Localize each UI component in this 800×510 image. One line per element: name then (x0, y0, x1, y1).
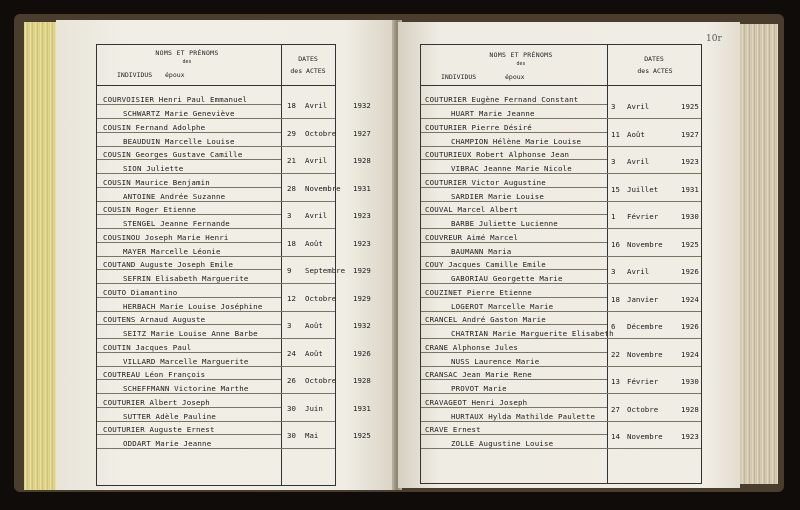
header-des-actes: des ACTES (290, 67, 326, 75)
act-year: 1931 (681, 184, 699, 194)
ruled-line (97, 214, 281, 215)
husband-name: CRANCEL André Gaston Marie (425, 315, 546, 324)
husband-name: COUZINET Pierre Etienne (425, 287, 532, 297)
act-day: 29 (287, 128, 296, 138)
act-month: Novembre (305, 183, 341, 193)
act-month: Février (627, 212, 659, 221)
act-month: Novembre (627, 432, 663, 441)
act-day: 3 (611, 157, 616, 166)
act-day: 3 (287, 321, 292, 330)
ruled-line (421, 118, 701, 119)
wife-name: SCHEFFMANN Victorine Marthe (123, 384, 249, 393)
husband-name: COUTO Diamantino (103, 287, 178, 297)
ruled-line (421, 242, 607, 243)
ruled-line (97, 283, 335, 284)
wife-name: SION Juliette (123, 164, 184, 173)
husband-name: CRANSAC Jean Marie Rene (425, 370, 532, 379)
wife-name: VILLARD Marcelle Marguerite (123, 356, 249, 366)
wife-name: VIBRAC Jeanne Marie Nicole (451, 164, 572, 173)
act-year: 1928 (353, 156, 371, 165)
wife-name: CHATRIAN Marie Marguerite Elisabeth (451, 329, 614, 338)
ruled-line (97, 448, 335, 449)
act-year: 1931 (353, 403, 371, 413)
act-month: Décembre (627, 322, 663, 331)
ruled-line (421, 311, 701, 312)
wife-name: LOGEROT Marcelle Marie (451, 301, 554, 311)
ruled-line (97, 132, 281, 133)
act-day: 13 (611, 377, 620, 386)
act-month: Août (627, 129, 645, 139)
act-year: 1930 (681, 377, 699, 386)
left-register-frame (96, 44, 371, 486)
ruled-line (421, 297, 607, 298)
ruled-line (421, 379, 607, 380)
ruled-line (97, 434, 281, 435)
act-month: Avril (305, 156, 328, 165)
ruled-line (97, 146, 335, 147)
act-year: 1928 (353, 376, 371, 385)
act-year: 1926 (681, 322, 699, 331)
ruled-line (421, 104, 607, 105)
header-epoux: époux (165, 71, 185, 79)
act-year: 1924 (681, 294, 699, 304)
husband-name: COUTREAU Léon François (103, 370, 206, 379)
header-des-actes: des ACTES (637, 67, 673, 75)
act-day: 11 (611, 129, 620, 139)
header-rule (421, 85, 701, 86)
husband-name: CRANE Alphonse Jules (425, 342, 518, 352)
act-month: Avril (627, 157, 650, 166)
wife-name: SEITZ Marie Louise Anne Barbe (123, 329, 258, 338)
wife-name: ZOLLE Augustine Louise (451, 439, 554, 448)
act-year: 1931 (353, 183, 371, 193)
wife-name: BAUMANN Maria (451, 246, 512, 256)
header-noms: NOMS ET PRÉNOMS (489, 51, 553, 59)
header-des: des (182, 59, 192, 65)
husband-name: CRAVE Ernest (425, 425, 481, 434)
wife-name: BARBE Juliette Lucienne (451, 219, 558, 228)
act-day: 3 (611, 102, 616, 111)
husband-name: COUTURIER Eugène Fernand Constant (425, 95, 579, 104)
act-month: Octobre (627, 404, 659, 414)
ruled-line (421, 132, 607, 133)
ruled-line (97, 324, 281, 325)
ruled-line (421, 159, 607, 160)
act-month: Juillet (627, 184, 659, 194)
ruled-line (97, 366, 335, 367)
husband-name: COUTURIER Pierre Désiré (425, 122, 532, 132)
wife-name: CHAMPION Hélène Marie Louise (451, 136, 582, 146)
act-year: 1929 (353, 266, 371, 275)
ruled-line (97, 256, 335, 257)
left-page (56, 20, 396, 490)
act-month: Août (305, 321, 323, 330)
ruled-line (421, 421, 701, 422)
act-day: 12 (287, 293, 296, 303)
act-day: 22 (611, 349, 620, 359)
header-dates: DATES (644, 55, 664, 63)
act-day: 14 (611, 432, 620, 441)
act-day: 18 (287, 101, 296, 110)
act-year: 1927 (353, 128, 371, 138)
husband-name: COUTURIEUX Robert Alphonse Jean (425, 150, 570, 159)
act-year: 1923 (353, 211, 371, 220)
act-year: 1923 (681, 157, 699, 166)
act-month: Avril (627, 102, 650, 111)
ruled-line (97, 407, 281, 408)
act-year: 1930 (681, 212, 699, 221)
act-year: 1925 (353, 431, 371, 440)
act-day: 15 (611, 184, 620, 194)
ruled-line (97, 118, 335, 119)
names-dates-divider (607, 45, 608, 483)
page-number-note: 10r (706, 34, 722, 44)
ruled-line (421, 228, 701, 229)
ruled-line (97, 159, 281, 160)
husband-name: COUTIN Jacques Paul (103, 342, 192, 352)
ruled-line (421, 352, 607, 353)
wife-name: BEAUDUIN Marcelle Louise (123, 136, 235, 146)
wife-name: SCHWARTZ Marie Geneviève (123, 109, 235, 118)
act-year: 1929 (353, 293, 371, 303)
ruled-line (421, 448, 701, 449)
header-rule (97, 85, 335, 86)
ruled-line (421, 283, 701, 284)
ruled-line (97, 173, 335, 174)
act-year: 1927 (681, 129, 699, 139)
act-day: 21 (287, 156, 296, 165)
ruled-line (97, 311, 335, 312)
husband-name: CRAVAGEOT Henri Joseph (425, 397, 528, 407)
ruled-line (97, 104, 281, 105)
act-day: 6 (611, 322, 616, 331)
act-day: 27 (611, 404, 620, 414)
ruled-line (97, 269, 281, 270)
husband-name: COUTURIER Auguste Ernest (103, 425, 215, 434)
act-year: 1926 (353, 348, 371, 358)
act-day: 24 (287, 348, 296, 358)
right-page (398, 22, 740, 488)
wife-name: ANTOINE Andrée Suzanne (123, 191, 226, 201)
ruled-line (97, 187, 281, 188)
wife-name: STENGEL Jeanne Fernande (123, 219, 230, 228)
wife-name: SARDIER Marie Louise (451, 191, 544, 201)
act-year: 1924 (681, 349, 699, 359)
header-individus: INDIVIDUS (441, 73, 477, 81)
act-month: Avril (305, 211, 328, 220)
husband-name: COUSINOU Joseph Marie Henri (103, 232, 229, 242)
act-month: Janvier (627, 294, 659, 304)
ruled-line (421, 338, 701, 339)
act-year: 1928 (681, 404, 699, 414)
husband-name: COUVAL Marcel Albert (425, 205, 518, 214)
husband-name: COUSIN Georges Gustave Camille (103, 150, 243, 159)
act-month: Avril (627, 267, 650, 276)
act-month: Août (305, 348, 323, 358)
act-month: Août (305, 238, 323, 248)
act-day: 18 (611, 294, 620, 304)
ruled-line (421, 173, 701, 174)
husband-name: COUSIN Fernand Adolphe (103, 122, 206, 132)
ruled-line (97, 201, 335, 202)
husband-name: COUY Jacques Camille Emile (425, 260, 546, 269)
husband-name: COUVREUR Aimé Marcel (425, 232, 518, 242)
act-day: 1 (611, 212, 616, 221)
wife-name: HUART Marie Jeanne (451, 109, 535, 118)
header-individus: INDIVIDUS (117, 71, 153, 79)
header-dates: DATES (298, 55, 318, 63)
act-year: 1923 (353, 238, 371, 248)
husband-name: COUSIN Roger Etienne (103, 205, 196, 214)
ruled-line (97, 379, 281, 380)
wife-name: GABORIAU Georgette Marie (451, 274, 563, 283)
ruled-line (421, 187, 607, 188)
act-month: Septembre (305, 266, 346, 275)
right-page-edges (736, 24, 778, 484)
wife-name: MAYER Marcelle Léonie (123, 246, 221, 256)
ruled-line (421, 324, 607, 325)
act-year: 1925 (681, 102, 699, 111)
right-register-frame (420, 44, 702, 484)
husband-name: COURVOISIER Henri Paul Emmanuel (103, 95, 248, 104)
act-day: 30 (287, 431, 296, 440)
husband-name: COUSIN Maurice Benjamin (103, 177, 210, 187)
act-month: Octobre (305, 293, 337, 303)
ruled-line (97, 297, 281, 298)
names-dates-divider (281, 45, 282, 485)
husband-name: COUTAND Auguste Joseph Emile (103, 260, 234, 269)
act-month: Octobre (305, 376, 337, 385)
ruled-line (421, 256, 701, 257)
act-month: Février (627, 377, 659, 386)
ruled-line (421, 407, 607, 408)
act-month: Novembre (627, 349, 663, 359)
wife-name: ODDART Marie Jeanne (123, 439, 212, 448)
ruled-line (97, 228, 335, 229)
act-month: Mai (305, 431, 319, 440)
act-day: 28 (287, 183, 296, 193)
act-year: 1926 (681, 267, 699, 276)
ruled-line (421, 434, 607, 435)
act-year: 1932 (353, 321, 371, 330)
wife-name: PROVOT Marie (451, 384, 507, 393)
wife-name: SUTTER Adèle Pauline (123, 411, 216, 421)
act-year: 1923 (681, 432, 699, 441)
ruled-line (421, 393, 701, 394)
ruled-line (421, 214, 607, 215)
ruled-line (421, 201, 701, 202)
header-des: des (516, 61, 526, 67)
act-day: 3 (611, 267, 616, 276)
act-day: 3 (287, 211, 292, 220)
act-month: Juin (305, 403, 323, 413)
act-day: 18 (287, 238, 296, 248)
act-month: Avril (305, 101, 328, 110)
ruled-line (421, 366, 701, 367)
ruled-line (97, 338, 335, 339)
act-year: 1932 (353, 101, 371, 110)
header-epoux: époux (505, 73, 525, 81)
act-month: Novembre (627, 239, 663, 249)
husband-name: COUTENS Arnaud Auguste (103, 315, 206, 324)
ruled-line (421, 269, 607, 270)
wife-name: SEFRIN Elisabeth Marguerite (123, 274, 249, 283)
act-day: 30 (287, 403, 296, 413)
husband-name: COUTURIER Albert Joseph (103, 397, 210, 407)
ruled-line (97, 393, 335, 394)
act-day: 9 (287, 266, 292, 275)
act-year: 1925 (681, 239, 699, 249)
header-noms: NOMS ET PRÉNOMS (155, 49, 219, 57)
act-day: 16 (611, 239, 620, 249)
wife-name: HURTAUX Hylda Mathilde Paulette (451, 411, 596, 421)
wife-name: HERBACH Marie Louise Joséphine (123, 301, 263, 311)
ruled-line (97, 242, 281, 243)
husband-name: COUTURIER Victor Augustine (425, 177, 546, 187)
ruled-line (97, 352, 281, 353)
ruled-line (97, 421, 335, 422)
ruled-line (421, 146, 701, 147)
act-day: 26 (287, 376, 296, 385)
wife-name: NUSS Laurence Marie (451, 356, 540, 366)
act-month: Octobre (305, 128, 337, 138)
